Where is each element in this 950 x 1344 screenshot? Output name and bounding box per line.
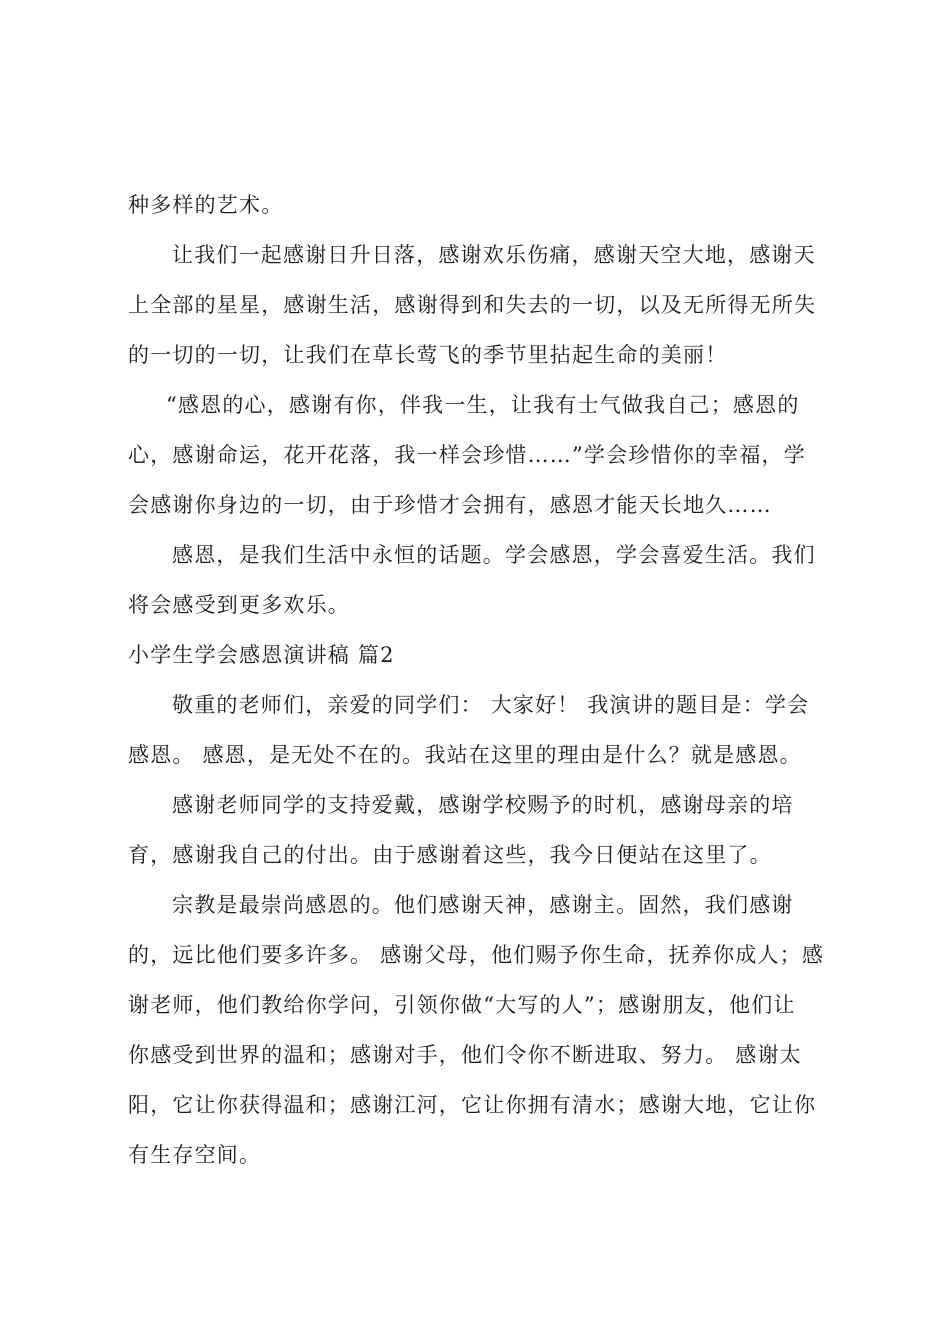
text-line: 阳，它让你获得温和；感谢江河，它让你拥有清水；感谢大地，它让你 [128,1093,817,1117]
text-line: 的一切的一切，让我们在草长莺飞的季节里拈起生命的美丽！ [128,343,728,367]
text-line: “感恩的心，感谢有你，伴我一生，让我有士气做我自己；感恩的 [166,393,800,417]
text-line: 感恩，是我们生活中永恒的话题。学会感恩，学会喜爱生活。我们 [172,543,816,567]
text-line: 会感谢你身边的一切，由于珍惜才会拥有，感恩才能天长地久…… [128,493,772,517]
text-line: 有生存空间。 [128,1143,262,1167]
text-line: 敬重的老师们，亲爱的同学们： 大家好！ 我演讲的题目是：学会 [172,693,810,717]
text-line: 种多样的艺术。 [128,193,284,217]
text-line: 感谢老师同学的支持爱戴，感谢学校赐予的时机，感谢母亲的培 [172,793,794,817]
text-line: 将会感受到更多欢乐。 [128,593,350,617]
text-line: 谢老师，他们教给你学问，引领你做“大写的人”；感谢朋友，他们让 [128,993,796,1017]
text-line: 上全部的星星，感谢生活，感谢得到和失去的一切，以及无所得无所失 [128,293,817,317]
text-line: 让我们一起感谢日升日落，感谢欢乐伤痛，感谢天空大地，感谢天 [172,243,816,267]
text-line: 的，远比他们要多许多。 感谢父母，他们赐予你生命，抚养你成人；感 [128,943,825,967]
text-line: 育，感谢我自己的付出。由于感谢着这些，我今日便站在这里了。 [128,843,772,867]
text-line: 你感受到世界的温和；感谢对手，他们令你不断进取、努力。 感谢太 [128,1043,802,1067]
section-heading: 小学生学会感恩演讲稿 篇2 [128,643,395,667]
text-line: 心，感谢命运，花开花落，我一样会珍惜……”学会珍惜你的幸福，学 [128,443,806,467]
text-line: 宗教是最崇尚感恩的。他们感谢天神，感谢主。固然，我们感谢 [172,893,794,917]
text-line: 感恩。 感恩，是无处不在的。我站在这里的理由是什么？就是感恩。 [128,743,802,767]
